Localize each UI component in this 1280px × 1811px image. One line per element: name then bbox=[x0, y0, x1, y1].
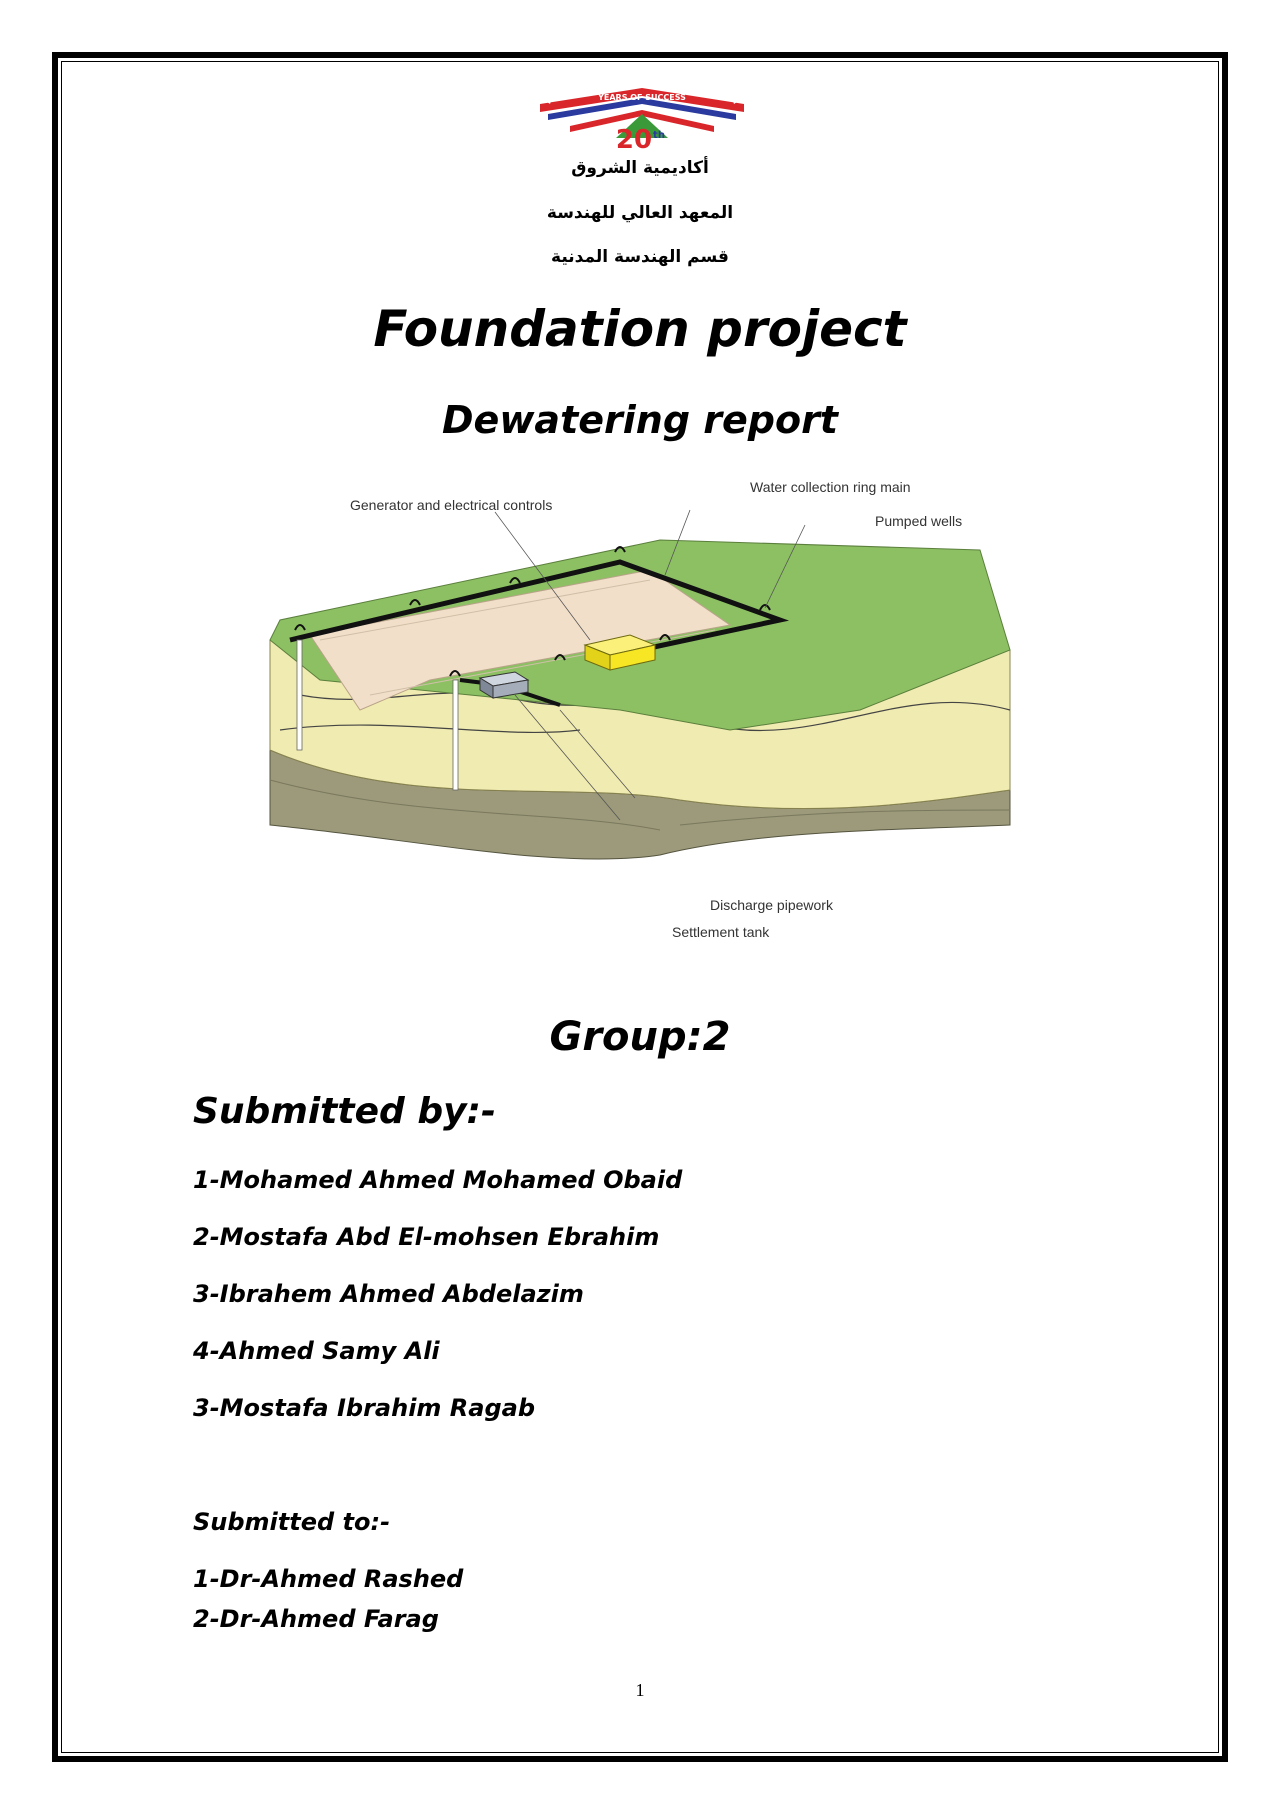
report-title: Foundation project bbox=[373, 300, 907, 358]
supervisor-2: 2-Dr-Ahmed Farag bbox=[193, 1605, 439, 1633]
label-settlement: Settlement tank bbox=[672, 924, 770, 940]
member-3: 3-Ibrahem Ahmed Abdelazim bbox=[193, 1280, 584, 1308]
label-generator: Generator and electrical controls bbox=[350, 497, 553, 513]
dewatering-diagram bbox=[260, 480, 1020, 950]
group-number: Group:2 bbox=[549, 1014, 731, 1060]
logo-banner-text: YEARS OF SUCCESS bbox=[598, 93, 686, 102]
member-2: 2-Mostafa Abd El-mohsen Ebrahim bbox=[193, 1223, 660, 1251]
logo-suffix: th bbox=[653, 130, 665, 141]
academy-logo bbox=[540, 88, 744, 152]
report-subtitle: Dewatering report bbox=[442, 398, 838, 442]
page-number: 1 bbox=[635, 1680, 645, 1700]
member-1: 1-Mohamed Ahmed Mohamed Obaid bbox=[193, 1166, 683, 1194]
academy-name: أكاديمية الشروق bbox=[571, 158, 709, 178]
supervisor-1: 1-Dr-Ahmed Rashed bbox=[193, 1565, 464, 1593]
submitted-to-heading: Submitted to:- bbox=[193, 1508, 391, 1536]
member-4: 4-Ahmed Samy Ali bbox=[193, 1337, 440, 1365]
label-ring-main: Water collection ring main bbox=[750, 480, 911, 495]
institute-name: المعهد العالي للهندسة bbox=[546, 203, 734, 223]
label-discharge: Discharge pipework bbox=[710, 897, 833, 913]
submitted-by-heading: Submitted by:- bbox=[193, 1091, 496, 1132]
department-name: قسم الهندسة المدنية bbox=[551, 247, 729, 267]
label-pumped-wells: Pumped wells bbox=[875, 513, 963, 529]
logo-number: 20 bbox=[615, 125, 653, 152]
member-5: 3-Mostafa Ibrahim Ragab bbox=[193, 1394, 536, 1422]
